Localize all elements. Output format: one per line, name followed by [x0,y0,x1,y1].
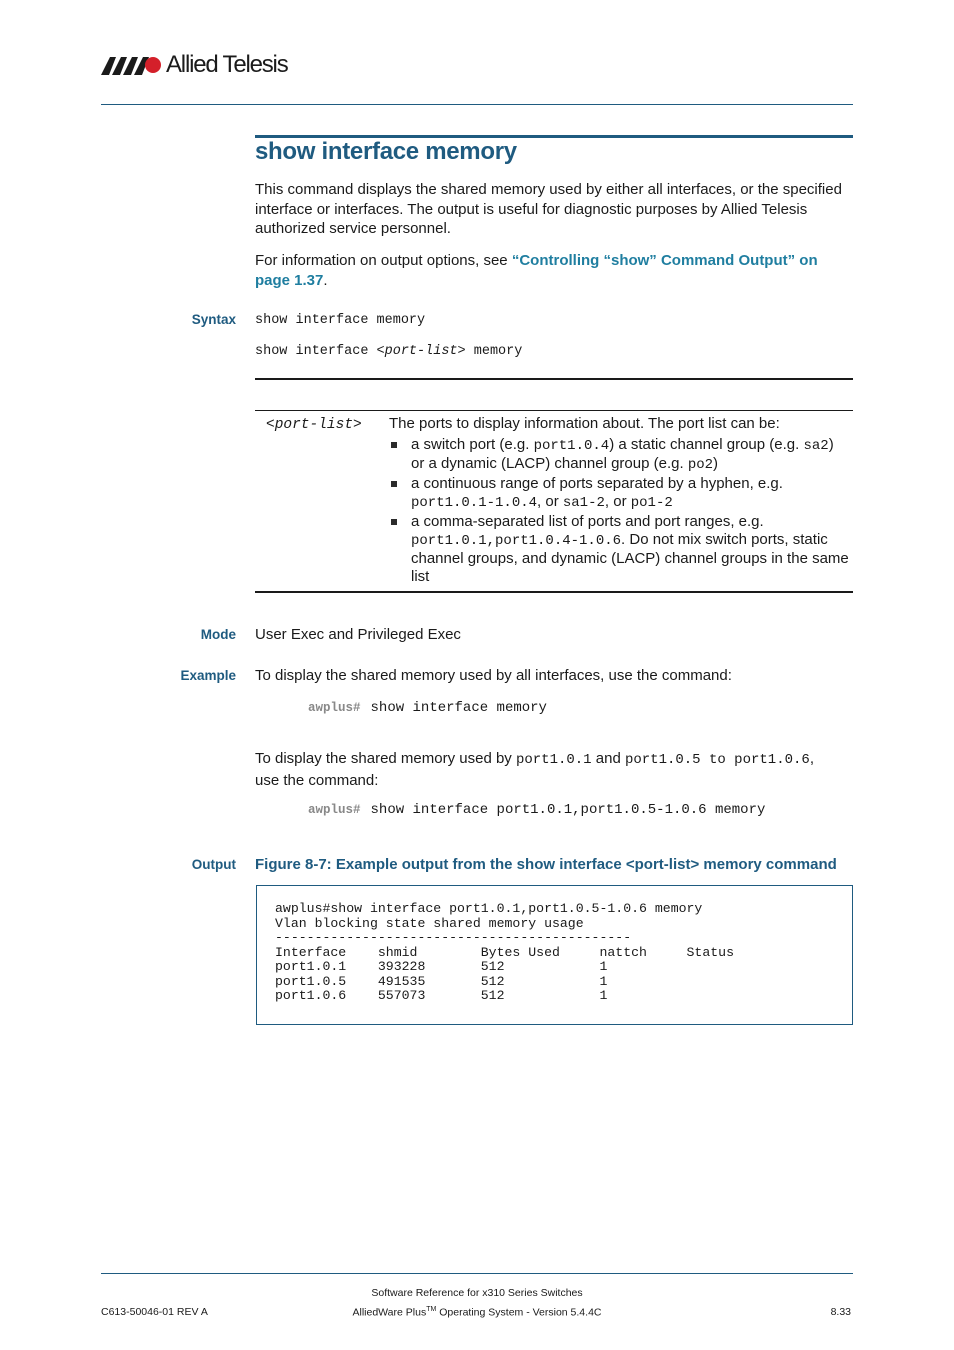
output-text [275,902,734,1004]
list-item [389,513,851,586]
output-line: awplus#show interface port1.0.1,port1.0.5-1.0.6 memory [275,901,703,916]
syntax-param: port-list [384,344,458,359]
param-table-header-rule [255,410,853,411]
footer-line-2 [277,1306,677,1319]
command-text: show interface port1.0.1,port1.0.5-1.0.6 memory [370,802,766,818]
syntax-line-1: show interface memory [255,313,426,328]
bullet-code: sa2 [803,438,829,454]
bullet-text: a comma-separated list of ports and port ranges, e.g. [411,513,764,530]
bullet-text: ) or a dynamic (LACP) channel group (e.g. [411,436,834,472]
example-text-1: To display the shared memory used by all interfaces, use the command: [255,667,732,684]
bullet-code: port1.0.1,port1.0.4-1.0.6 [411,533,622,549]
example-command-2 [308,802,765,818]
output-line: port1.0.5 491535 512 1 [275,973,608,989]
syntax-line-2-prefix: show interface < [255,344,385,359]
command-text: show interface memory [370,700,547,716]
example-label: Example [180,668,236,683]
example-text-2-a: To display the shared memory used by [255,750,516,767]
footer-trademark: TM [426,1306,437,1313]
example-command-1 [308,700,547,716]
example-text-2 [255,749,855,790]
syntax-line-2-suffix: > memory [457,344,523,359]
footer-page-number: 8.33 [830,1306,851,1318]
mode-text: User Exec and Privileged Exec [255,626,461,643]
example-code-1: port1.0.1 [515,752,592,768]
bullet-text: a switch port (e.g. [411,436,534,453]
example-text-2-b: and [591,750,625,767]
allied-telesis-logo-icon [101,54,163,76]
logo-text: Allied Telesis [166,51,288,78]
footer-doc-id: C613-50046-01 REV A [101,1306,208,1318]
figure-caption: Figure 8-7: Example output from the show interface <port-list> memory command [255,856,837,873]
example-code-2: port1.0.5 to port1.0.6 [624,752,810,768]
param-bullet-list [389,436,851,586]
param-description: The ports to display information about. The port list can be: [389,415,780,432]
bullet-text: , or [537,493,563,510]
bullet-code: po1-2 [630,495,673,511]
intro-paragraph: This command displays the shared memory used by either all interfaces, or the specified interface or interfaces. The output is useful for diagnostic purposes by Allied Telesis authorized service personnel. [255,181,842,237]
output-box [256,885,853,1025]
output-label: Output [191,857,236,872]
param-table-bottom-rule [255,591,853,593]
footer-divider [101,1273,853,1274]
output-options-paragraph [255,251,840,290]
output-line: port1.0.1 393228 512 1 [275,959,608,974]
list-item [389,436,851,474]
bullet-square-icon [391,481,397,487]
page-title: show interface memory [255,138,517,165]
output-line: port1.0.6 557073 512 1 [275,988,608,1003]
bullet-code: po2 [687,457,714,473]
param-table-top-rule [255,378,853,380]
output-line: --------------------------------------------- [275,930,632,945]
company-logo [101,50,288,80]
syntax-line-2 [255,344,522,359]
footer-product: AlliedWare Plus [352,1306,427,1319]
mode-label: Mode [200,627,236,642]
bullet-square-icon [391,442,397,448]
example-text-2-line2: use the command: [255,771,379,789]
controlling-show-output-link[interactable]: “Controlling “show” Command Output” on page 1.37 [255,252,818,289]
bullet-text: ) [713,455,719,472]
footer-line-1: Software Reference for x310 Series Switches [371,1287,583,1299]
bullet-code: port1.0.1-1.0.4 [411,495,538,511]
param-name: <port-list> [266,417,362,433]
output-line: Interface shmid Bytes Used nattch Status [275,944,734,960]
cli-prompt: awplus# [308,803,361,817]
list-item [389,475,851,512]
output-line: Vlan blocking state shared memory usage [275,915,584,931]
bullet-text: ) a static channel group (e.g. [609,436,804,453]
example-text-2-c: , [809,750,814,767]
footer-os-version: Operating System - Version 5.4.4C [436,1306,602,1319]
syntax-label: Syntax [191,312,236,327]
bullet-text: , or [604,493,631,510]
bullet-square-icon [391,519,397,525]
bullet-code: port1.0.4 [533,438,610,454]
para2-prefix: For information on output options, see [255,252,512,269]
bullet-text: . Do not mix switch ports, static channel groups, and dynamic (LACP) channel groups in the same list [411,531,849,585]
cli-prompt: awplus# [308,701,361,715]
bullet-code: sa1-2 [562,495,605,511]
header-divider [101,104,853,105]
para2-suffix: . [323,271,328,289]
bullet-text: a continuous range of ports separated by a hyphen, e.g. [411,475,783,492]
